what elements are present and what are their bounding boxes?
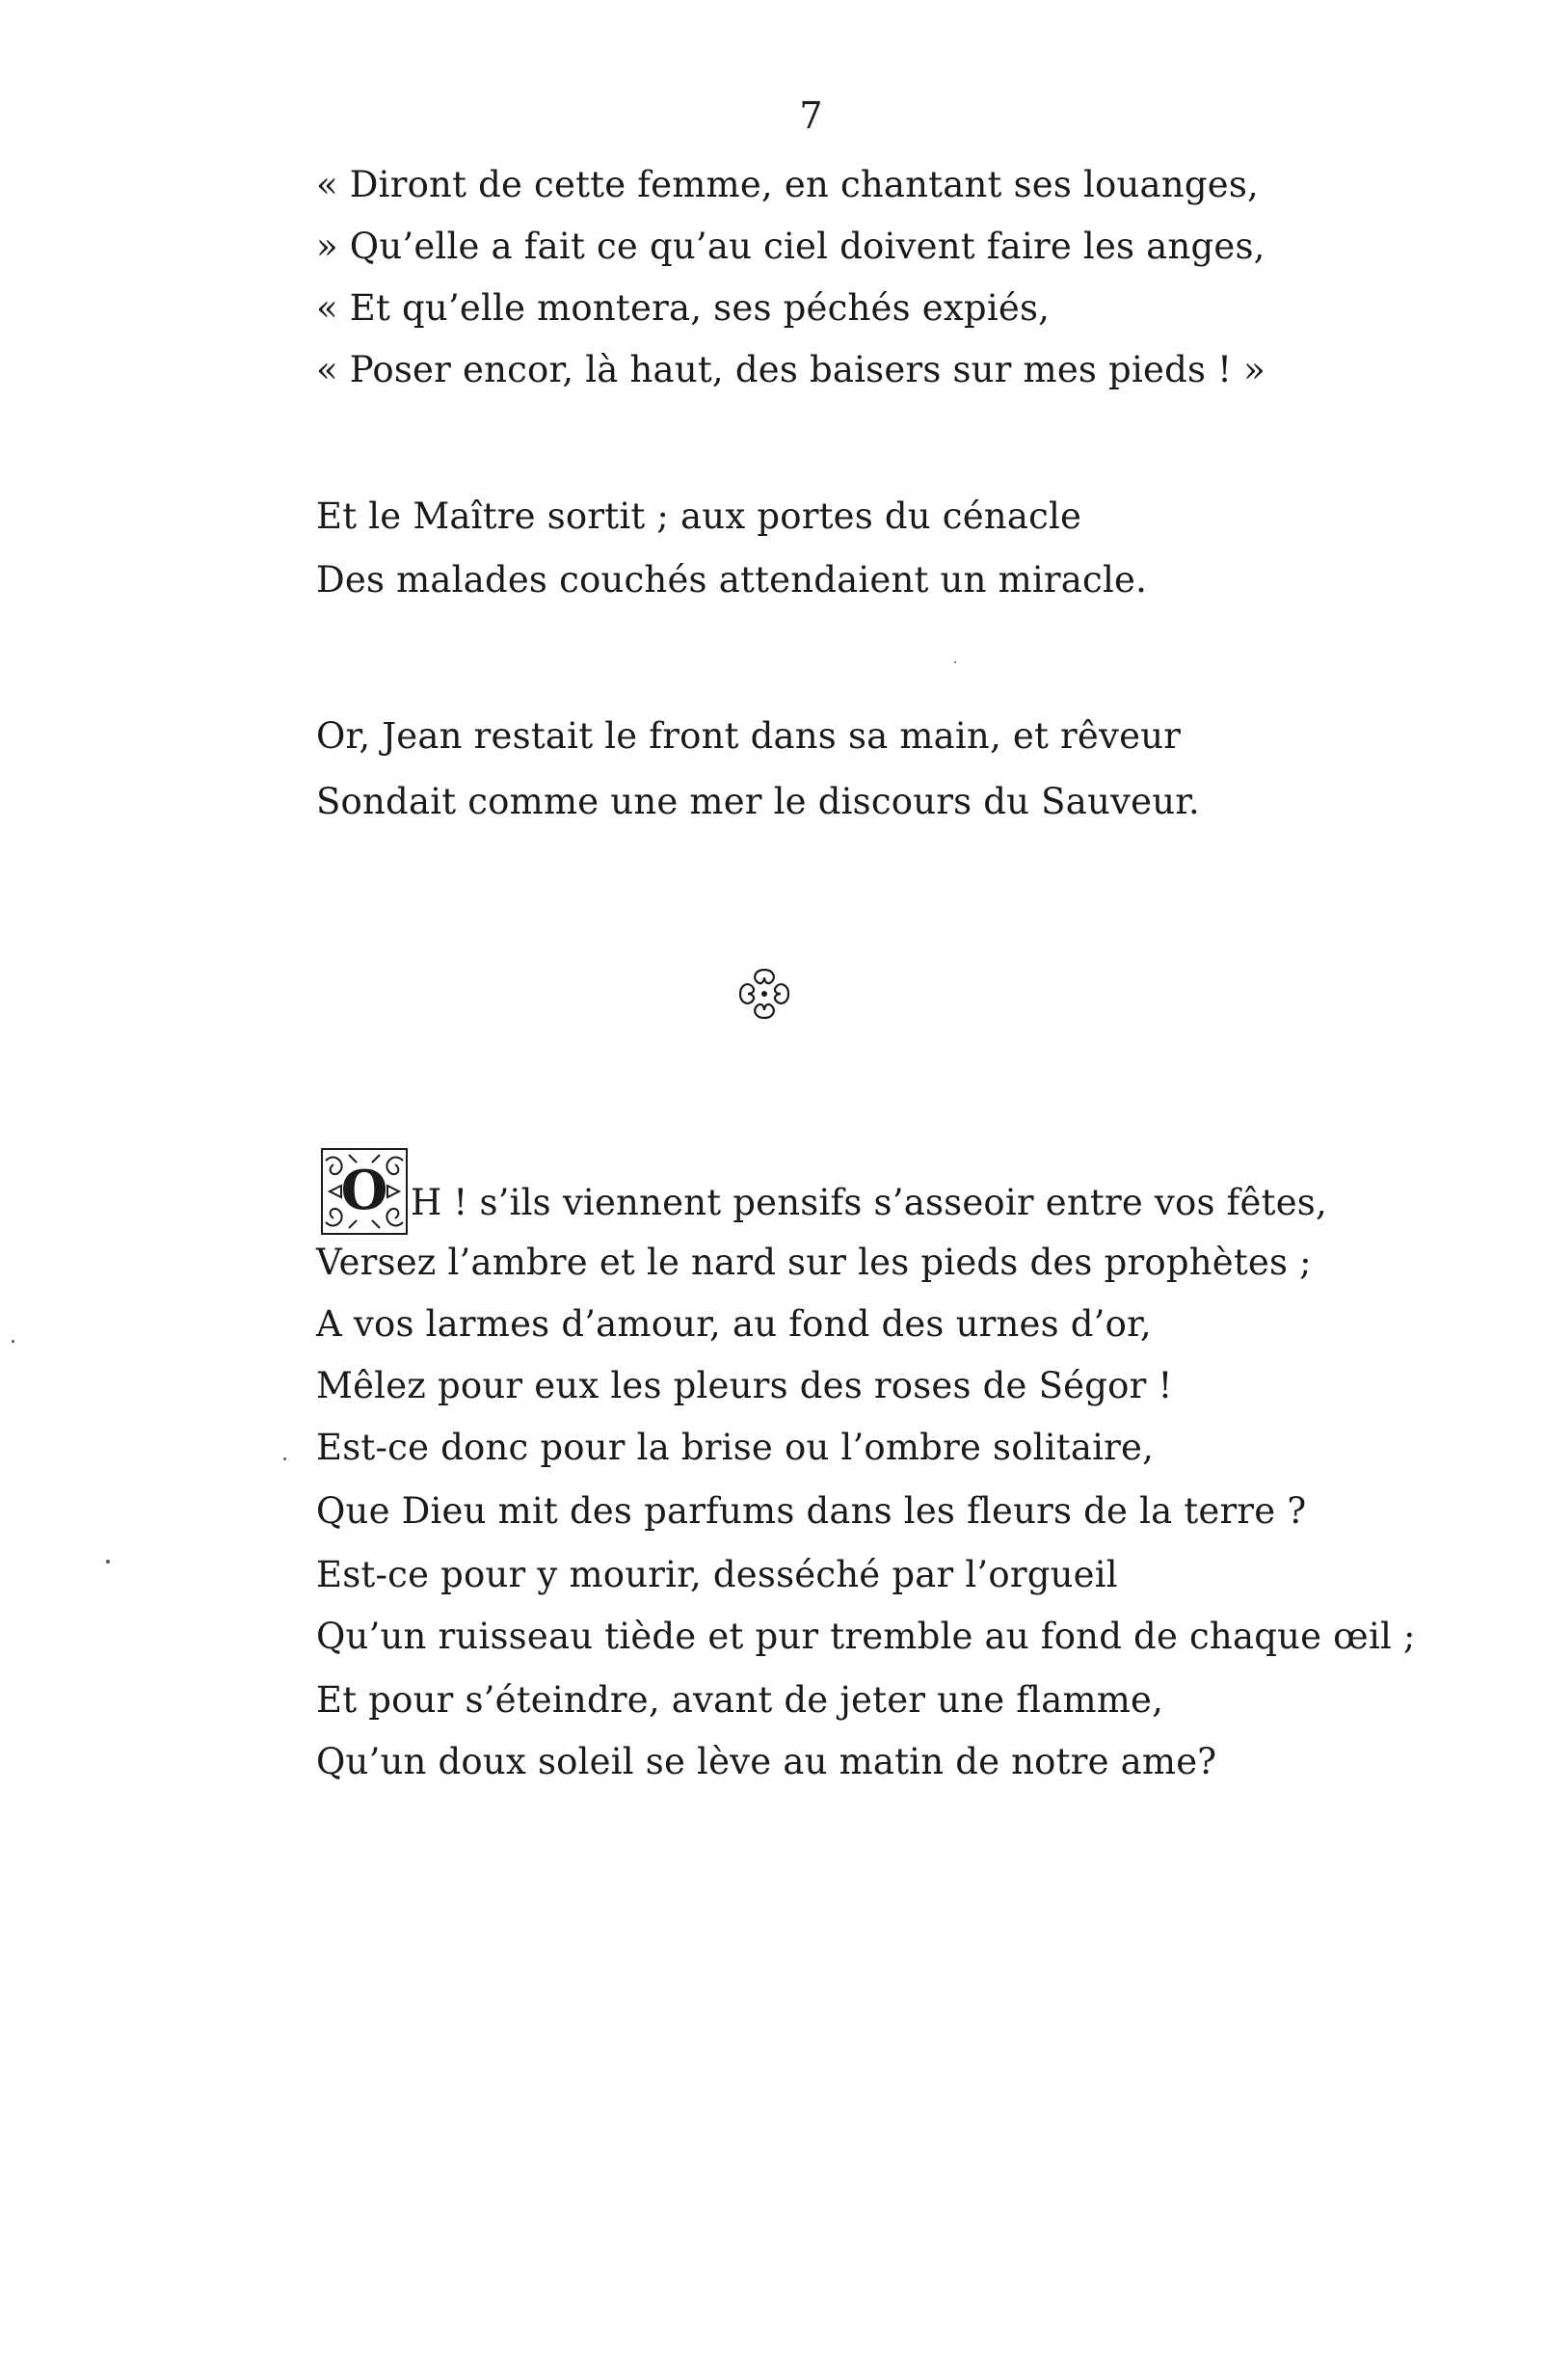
scan-speck — [12, 1340, 14, 1343]
verse-line: Versez l’ambre et le nard sur les pieds des prophètes ; — [316, 1242, 1312, 1283]
verse-line: Mêlez pour eux les pleurs des roses de Ségor ! — [316, 1365, 1173, 1406]
verse-line: « Et qu’elle montera, ses péchés expiés, — [316, 287, 1051, 329]
verse-line: Or, Jean restait le front dans sa main, et rêveur — [316, 715, 1182, 757]
scan-speck — [106, 1560, 110, 1564]
scan-speck — [283, 1457, 286, 1460]
fleuron-ornament-icon — [734, 964, 794, 1024]
verse-line: « Poser encor, là haut, des baisers sur mes pieds ! » — [316, 349, 1265, 390]
verse-line: H ! s’ils viennent pensifs s’asseoir entre vos fêtes, — [411, 1182, 1327, 1223]
verse-line: Qu’un doux soleil se lève au matin de notre ame? — [316, 1741, 1217, 1782]
verse-line: Est-ce pour y mourir, desséché par l’orgueil — [316, 1554, 1118, 1595]
verse-line: Est-ce donc pour la brise ou l’ombre solitaire, — [316, 1427, 1155, 1468]
dropcap-letter: O — [340, 1159, 388, 1222]
page-number: 7 — [799, 94, 823, 137]
decorated-dropcap — [320, 1147, 409, 1236]
verse-line: « Diront de cette femme, en chantant ses louanges, — [316, 164, 1259, 205]
scan-speck — [954, 661, 956, 663]
verse-line: Des malades couchés attendaient un miracle. — [316, 559, 1148, 601]
verse-line: A vos larmes d’amour, au fond des urnes d’or, — [316, 1303, 1152, 1345]
verse-line: Et pour s’éteindre, avant de jeter une flamme, — [316, 1679, 1164, 1721]
verse-line: » Qu’elle a fait ce qu’au ciel doivent faire les anges, — [316, 226, 1265, 267]
verse-line: Qu’un ruisseau tiède et pur tremble au fond de chaque œil ; — [316, 1616, 1416, 1657]
verse-line: Que Dieu mit des parfums dans les fleurs de la terre ? — [316, 1490, 1307, 1532]
verse-line: Et le Maître sortit ; aux portes du cénacle — [316, 495, 1082, 537]
verse-line: Sondait comme une mer le discours du Sauveur. — [316, 781, 1201, 822]
